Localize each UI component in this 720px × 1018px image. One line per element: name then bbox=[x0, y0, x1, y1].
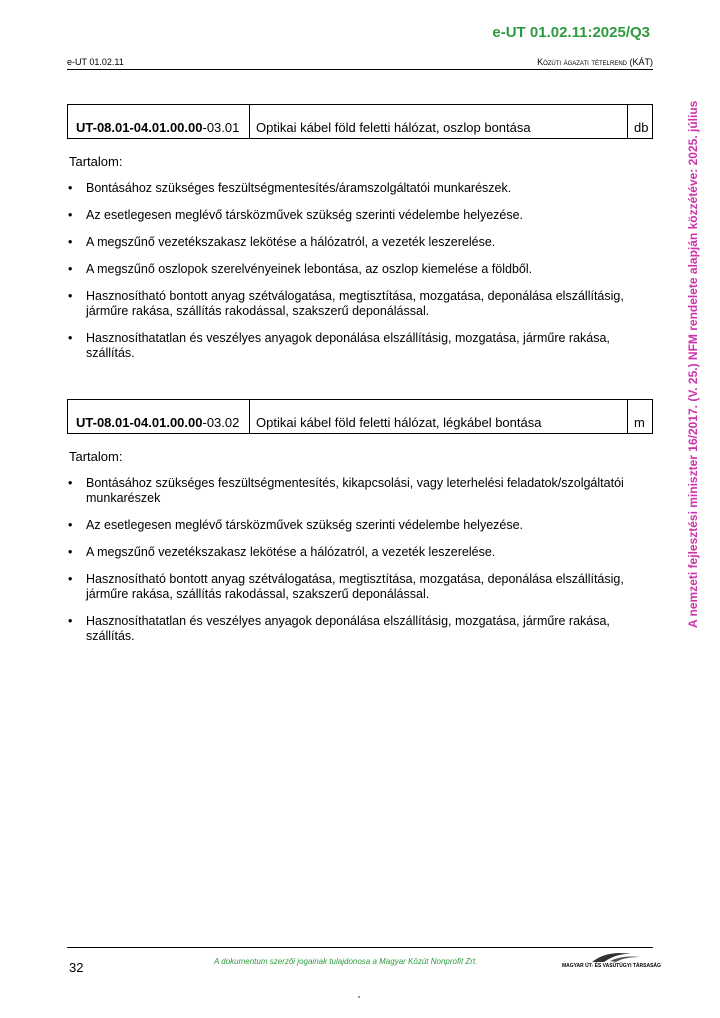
content-bullet-item: • Hasznosítható bontott anyag szétválogatása, megtisztítása, mozgatása, deponálása elszállításig, járműre rakása, szállítás rakodással, szakszerű deponálással. bbox=[67, 289, 627, 319]
item-header-table bbox=[67, 399, 653, 434]
running-header bbox=[67, 57, 653, 70]
item-title: Optikai kábel föld feletti hálózat, oszlop bontása bbox=[250, 105, 628, 138]
content-bullet-item: • Az esetlegesen meglévő társközművek szükség szerinti védelembe helyezése. bbox=[67, 518, 627, 533]
publication-side-note bbox=[686, 98, 700, 628]
item-unit: m bbox=[634, 415, 645, 430]
item-header-table bbox=[67, 104, 653, 139]
logo-text: MAGYAR ÚT- ÉS VASÚTÜGYI TÁRSASÁG bbox=[562, 963, 661, 969]
content-bullet-item: • Hasznosítható bontott anyag szétválogatása, megtisztítása, mozgatása, deponálása elszállításig, járműre rakása, szállítás rakodással, szakszerű deponálással. bbox=[67, 572, 627, 602]
content-bullet-item: • Hasznosíthatatlan és veszélyes anyagok deponálása elszállításig, mozgatása, járműre rakása, szállítás. bbox=[67, 614, 627, 644]
content-bullet-item: • Bontásához szükséges feszültségmentesítés, kikapcsolási, vagy leterhelési feladatok/szolgáltatói munkarészek bbox=[67, 476, 627, 506]
footer-divider bbox=[67, 947, 653, 948]
header-left: e-UT 01.02.11 bbox=[67, 57, 124, 67]
page-number: 32 bbox=[69, 960, 84, 975]
content-bullet-list bbox=[67, 181, 627, 373]
item-code-bold: UT-08.01-04.01.00.00 bbox=[76, 415, 203, 430]
item-code-bold: UT-08.01-04.01.00.00 bbox=[76, 120, 203, 135]
content-bullet-item: • A megszűnő vezetékszakasz lekötése a hálózatról, a vezeték leszerelése. bbox=[67, 545, 627, 560]
item-code-suffix: -03.02 bbox=[202, 415, 240, 430]
content-label: Tartalom: bbox=[69, 449, 123, 464]
copyright-notice: A dokumentum szerzői jogainak tulajdonosa a Magyar Közút Nonprofit Zrt. bbox=[214, 957, 478, 966]
company-logo bbox=[562, 950, 661, 972]
item-code bbox=[68, 400, 250, 433]
content-bullet-list bbox=[67, 476, 627, 656]
content-bullet-item: • Hasznosíthatatlan és veszélyes anyagok deponálása elszállításig, mozgatása, járműre rakása, szállítás. bbox=[67, 331, 627, 361]
item-title: Optikai kábel föld feletti hálózat, légkábel bontása bbox=[250, 400, 628, 433]
logo-swoosh-icon bbox=[562, 950, 654, 964]
item-code-suffix: -03.01 bbox=[202, 120, 240, 135]
content-bullet-item: • A megszűnő oszlopok szerelvényeinek lebontása, az oszlop kiemelése a földből. bbox=[67, 262, 627, 277]
content-bullet-item: • A megszűnő vezetékszakasz lekötése a hálózatról, a vezeték leszerelése. bbox=[67, 235, 627, 250]
side-note-text: A nemzeti fejlesztési miniszter 16/2017. (V. 25.) NFM rendelete alapján közzétéve: 2025. július bbox=[686, 100, 700, 628]
content-bullet-item: • Bontásához szükséges feszültségmentesítés/áramszolgáltatói munkarészek. bbox=[67, 181, 627, 196]
item-code bbox=[68, 105, 250, 138]
header-right: Közúti ágazati tételrend (KÁT) bbox=[537, 57, 653, 67]
item-unit: db bbox=[634, 120, 649, 135]
page-dot bbox=[358, 996, 360, 998]
content-bullet-item: • Az esetlegesen meglévő társközművek szükség szerinti védelembe helyezése. bbox=[67, 208, 627, 223]
content-label: Tartalom: bbox=[69, 154, 123, 169]
document-code: e-UT 01.02.11:2025/Q3 bbox=[492, 24, 650, 41]
